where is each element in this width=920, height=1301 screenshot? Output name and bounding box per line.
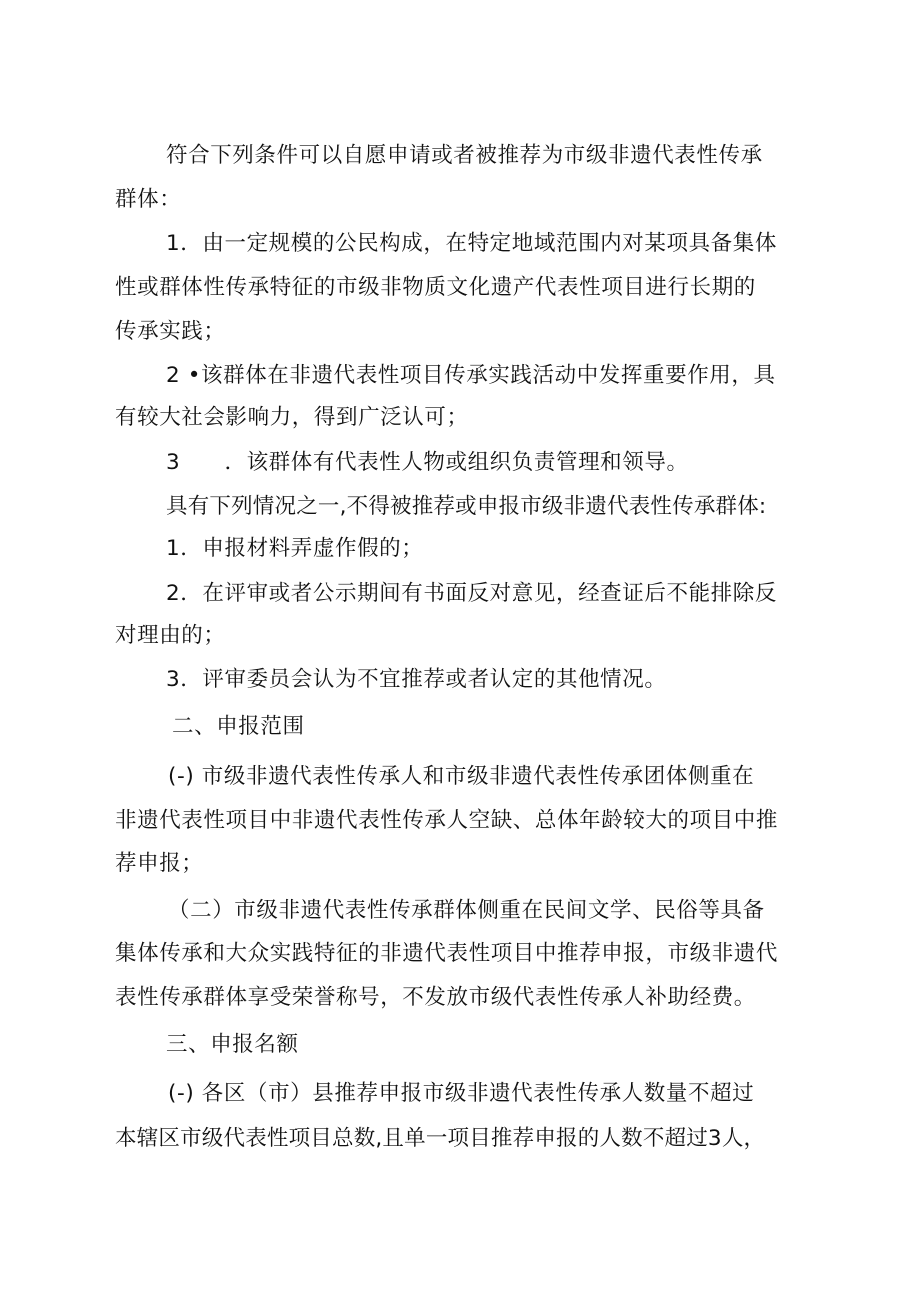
paragraph-line: 非遗代表性项目中非遗代表性传承人空缺、总体年龄较大的项目中推	[115, 808, 779, 833]
paragraph-line: （二）市级非遗代表性传承群体侧重在民间文学、民俗等具备	[168, 898, 765, 923]
paragraph-line: 具有下列情况之一,不得被推荐或申报市级非遗代表性传承群体:	[166, 494, 767, 519]
paragraph-line: 3．评审委员会认为不宜推荐或者认定的其他情况。	[166, 667, 667, 692]
paragraph-line: 2 •该群体在非遗代表性项目传承实践活动中发挥重要作用，具	[166, 363, 776, 388]
paragraph-line: 2．在评审或者公示期间有书面反对意见，经查证后不能排除反	[166, 581, 777, 606]
paragraph-line: 3 ．该群体有代表性人物或组织负责管理和领导。	[166, 450, 689, 475]
paragraph-line: 集体传承和大众实践特征的非遗代表性项目中推荐申报，市级非遗代	[115, 941, 779, 966]
paragraph-line: 表性传承群体享受荣誉称号，不发放市级代表性传承人补助经费。	[115, 985, 756, 1010]
paragraph-line: 1．由一定规模的公民构成，在特定地域范围内对某项具备集体	[166, 231, 777, 256]
paragraph-line: 1．申报材料弄虚作假的；	[166, 536, 424, 561]
section-heading: 二、申报范围	[172, 714, 305, 739]
paragraph-line: 群体：	[115, 187, 182, 212]
paragraph-line: 性或群体性传承特征的市级非物质文化遗产代表性项目进行长期的	[115, 275, 756, 300]
paragraph-line: (-) 各区（市）县推荐申报市级非遗代表性传承人数量不超过	[168, 1081, 755, 1106]
section-heading: 三、申报名额	[166, 1032, 299, 1057]
paragraph-line: (-) 市级非遗代表性传承人和市级非遗代表性传承团体侧重在	[168, 764, 755, 789]
paragraph-line: 本辖区市级代表性项目总数,且单一项目推荐申报的人数不超过3人，	[115, 1126, 766, 1151]
paragraph-line: 传承实践；	[115, 319, 226, 344]
paragraph-line: 对理由的；	[115, 623, 226, 648]
paragraph-line: 荐申报；	[115, 851, 204, 876]
paragraph-line: 有较大社会影响力，得到广泛认可；	[115, 405, 469, 430]
paragraph-line: 符合下列条件可以自愿申请或者被推荐为市级非遗代表性传承	[166, 143, 763, 168]
